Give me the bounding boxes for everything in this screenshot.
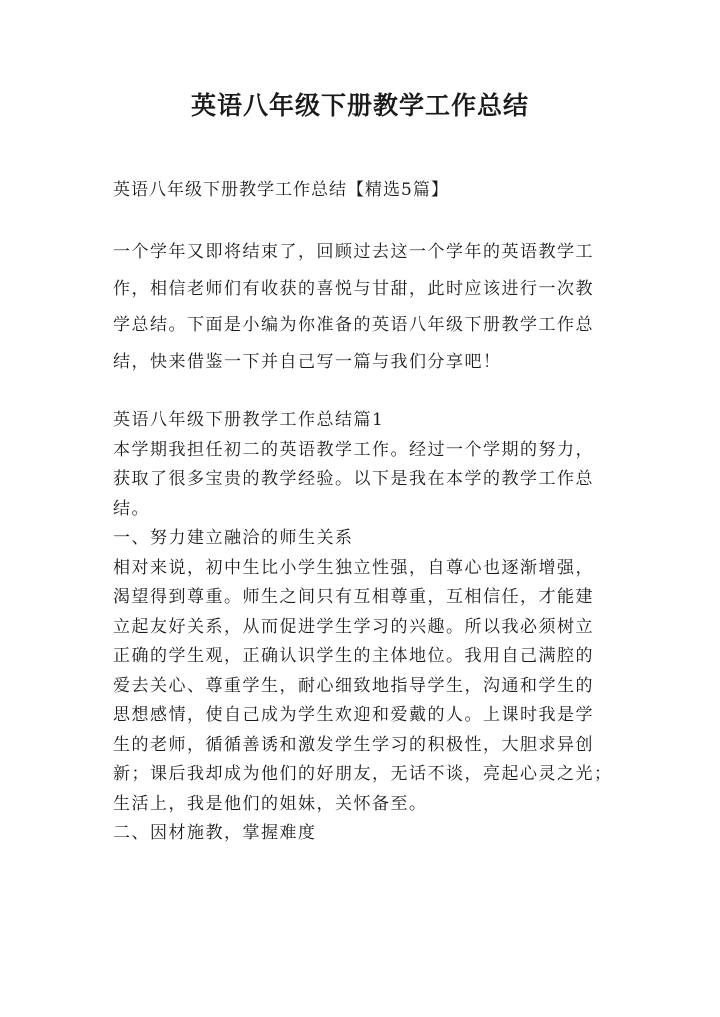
- body-line: 爱去关心、尊重学生，耐心细致地指导学生，沟通和学生的: [113, 675, 594, 696]
- body-line: 获取了很多宝贵的教学经验。以下是我在本学的教学工作总: [113, 469, 594, 489]
- intro-line: 一个学年又即将结束了，回顾过去这一个学年的英语教学工: [113, 242, 594, 262]
- body-line: 立起友好关系，从而促进学生学习的兴趣。所以我必须树立: [113, 616, 594, 637]
- subsection-heading: 一、努力建立融洽的师生关系: [113, 528, 354, 548]
- document-title: 英语八年级下册教学工作总结: [190, 91, 529, 120]
- body-line: 正确的学生观，正确认识学生的主体地位。我用自己满腔的: [113, 646, 594, 666]
- intro-line: 学总结。下面是小编为你准备的英语八年级下册教学工作总: [113, 315, 594, 335]
- body-line: 生的老师，循循善诱和激发学生学习的积极性，大胆求异创: [113, 734, 594, 755]
- body-line: 渴望得到尊重。师生之间只有互相尊重，互相信任，才能建: [113, 587, 594, 607]
- body-line: 相对来说，初中生比小学生独立性强，自尊心也逐渐增强，: [113, 557, 594, 578]
- intro-paragraph: [113, 234, 625, 380]
- intro-line: 作，相信老师们有收获的喜悦与甘甜，此时应该进行一次教: [113, 278, 594, 299]
- body-line: 新；课后我却成为他们的好朋友，无话不谈，亮起心灵之光；: [113, 764, 613, 784]
- body-line: 生活上，我是他们的姐妹，关怀备至。: [113, 793, 428, 814]
- subsection-heading: 二、因材施教，掌握难度: [113, 823, 317, 843]
- article-body: [113, 406, 625, 849]
- document-subtitle: 英语八年级下册教学工作总结【精选5篇】: [113, 180, 449, 200]
- section-heading: 英语八年级下册教学工作总结篇1: [113, 410, 385, 430]
- body-line: 结。: [113, 498, 150, 519]
- body-line: 本学期我担任初二的英语教学工作。经过一个学期的努力，: [113, 439, 594, 460]
- intro-line: 结，快来借鉴一下并自己写一篇与我们分享吧！: [113, 351, 502, 372]
- body-line: 思想感情，使自己成为学生欢迎和爱戴的人。上课时我是学: [113, 705, 594, 725]
